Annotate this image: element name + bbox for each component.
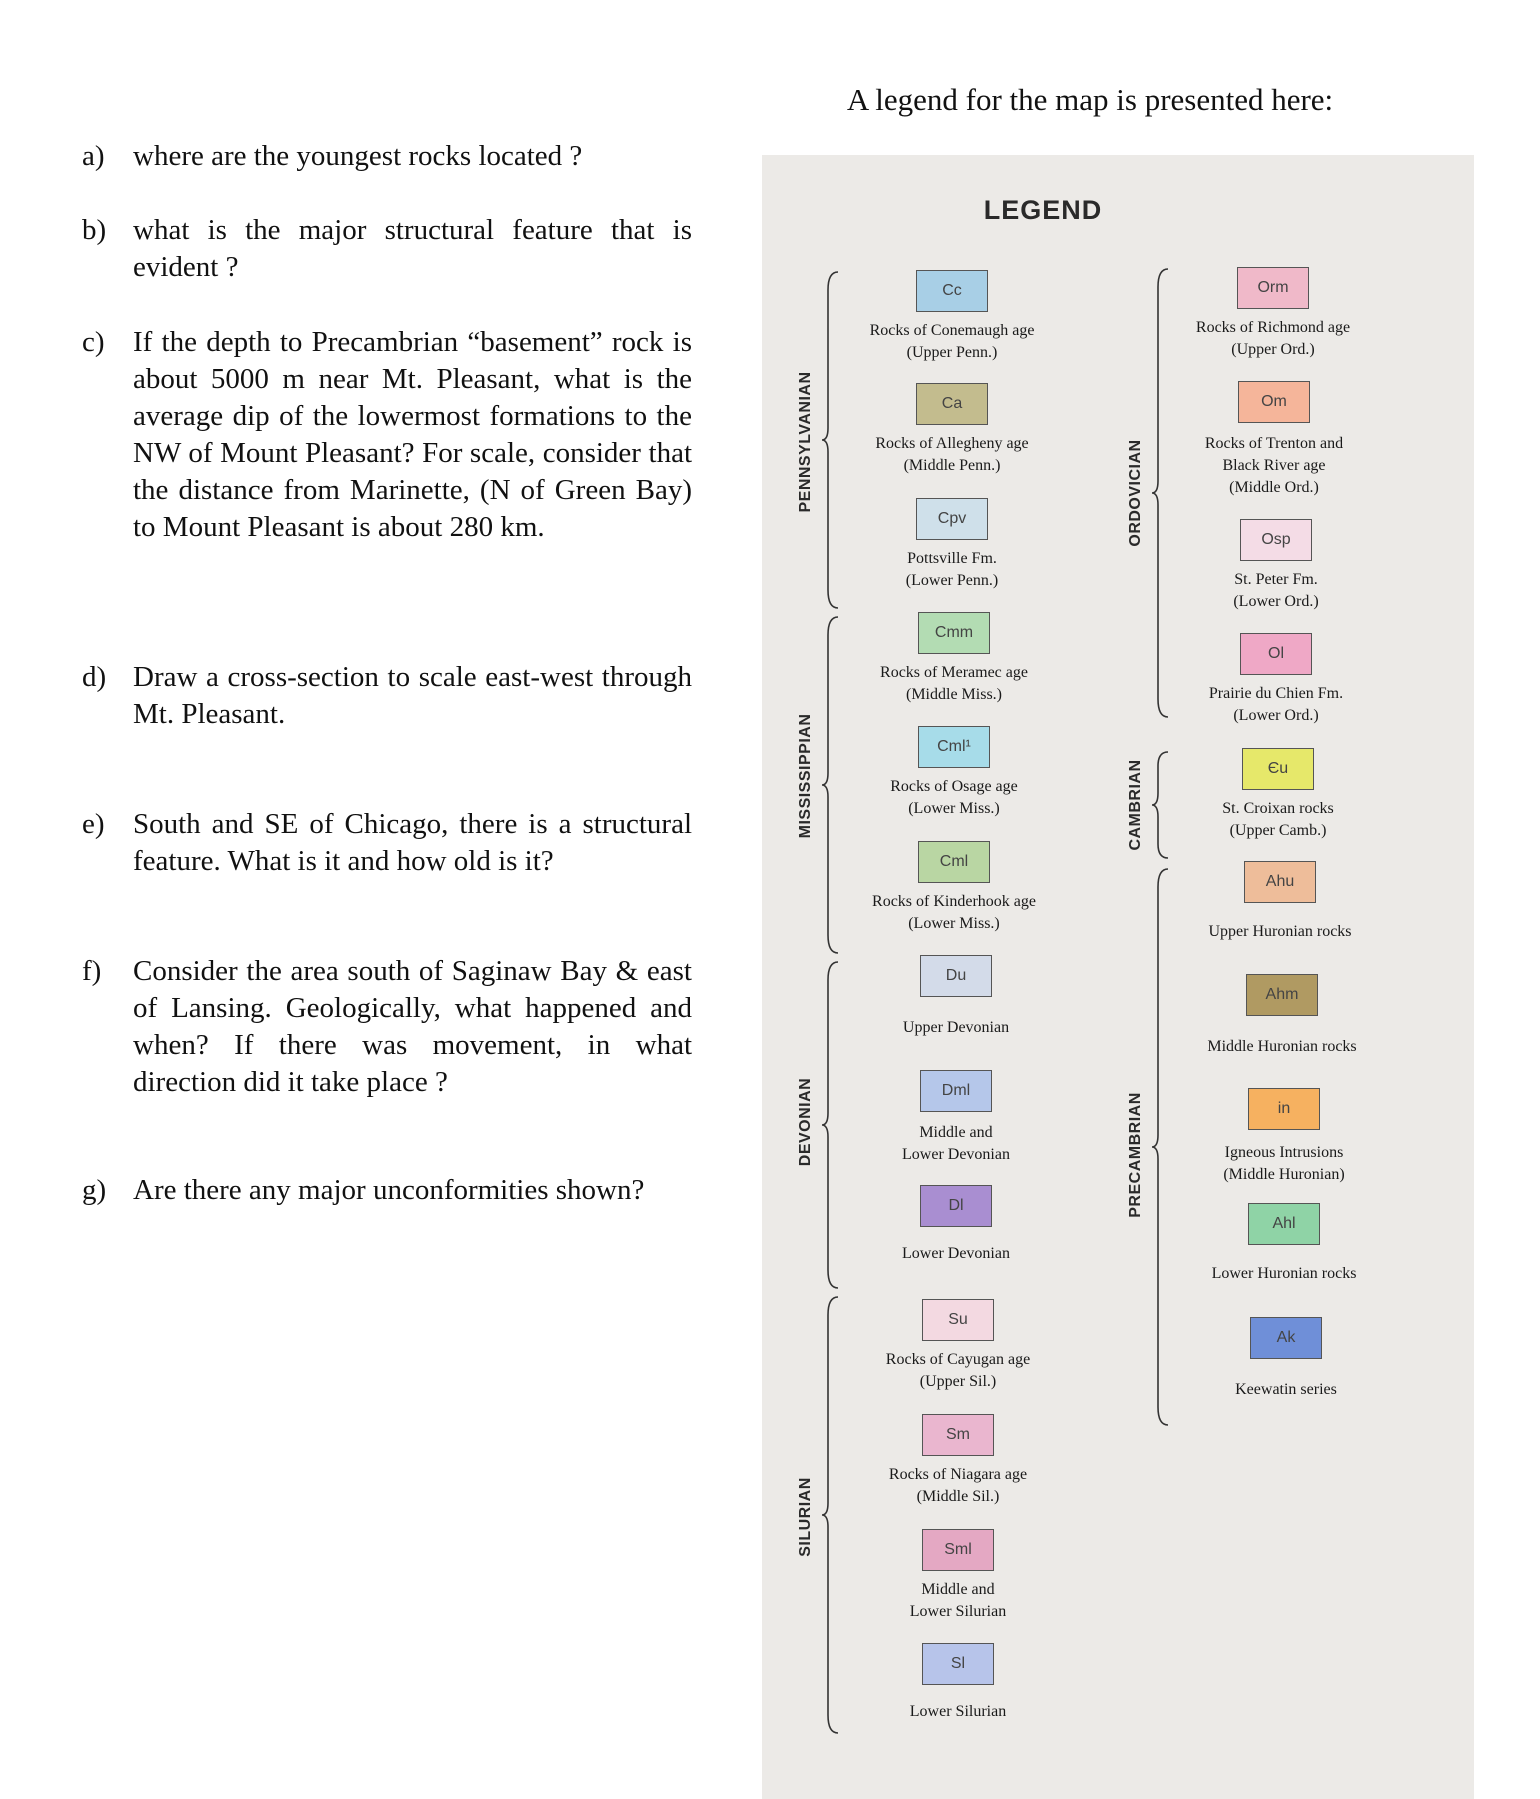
unit-code: Osp <box>1261 531 1291 548</box>
period-label-devonian: DEVONIAN <box>797 1077 814 1167</box>
unit-code: Ahl <box>1272 1215 1296 1232</box>
unit-code: Cml <box>939 853 969 870</box>
question-text: If the depth to Precambrian “basement” rock is about 5000 m near Mt. Pleasant, what is the average dip of the lowermost formations to the NW of Mount Pleasant? For scale, consider that the distance from Marinette, (N of Green Bay) to Mount Pleasant is about 280 km. <box>133 326 692 543</box>
unit-code: Sm <box>946 1426 970 1443</box>
unit-code: Dml <box>941 1082 971 1099</box>
period-label-silurian: SILURIAN <box>797 1477 814 1557</box>
unit-swatch <box>918 612 990 654</box>
legend-panel <box>762 155 1474 1799</box>
unit-swatch <box>1242 748 1314 790</box>
unit-swatch <box>916 498 988 540</box>
unit-code: Sml <box>944 1541 972 1558</box>
period-label-pennsylvanian: PENNSYLVANIAN <box>797 371 814 513</box>
question-text: where are the youngest rocks located ? <box>133 140 583 172</box>
unit-swatch <box>916 270 988 312</box>
unit-code: Dl <box>948 1197 964 1214</box>
unit-code: Cmm <box>934 624 974 641</box>
unit-swatch <box>1240 633 1312 675</box>
unit-code: Ca <box>941 395 963 412</box>
question-text: what is the major structural feature that is evident ? <box>133 214 692 283</box>
unit-label: St. Peter Fm. (Lower Ord.) <box>1233 571 1319 610</box>
unit-swatch <box>918 841 990 883</box>
unit-label: Rocks of Kinderhook age (Lower Miss.) <box>872 893 1036 932</box>
question-letter: c) <box>82 326 105 358</box>
unit-label: Middle Huronian rocks <box>1207 1038 1357 1055</box>
unit-code: Cpv <box>937 510 967 527</box>
unit-label: Lower Silurian <box>909 1703 1007 1720</box>
unit-code: Om <box>1261 393 1287 410</box>
unit-code: Cml¹ <box>937 738 971 755</box>
unit-swatch <box>922 1529 994 1571</box>
unit-swatch <box>922 1299 994 1341</box>
unit-code: Su <box>948 1311 968 1328</box>
unit-label: Rocks of Conemaugh age (Upper Penn.) <box>869 322 1035 361</box>
unit-code: Du <box>945 967 967 984</box>
question-letter: b) <box>82 214 107 246</box>
unit-code: Ahu <box>1265 873 1295 890</box>
question-text: South and SE of Chicago, there is a structural feature. What is it and how old is it? <box>133 808 692 877</box>
unit-swatch <box>1240 519 1312 561</box>
unit-swatch <box>918 726 990 768</box>
unit-swatch <box>1238 381 1310 423</box>
unit-label: Rocks of Niagara age (Middle Sil.) <box>888 1466 1028 1505</box>
unit-label: Lower Devonian <box>902 1245 1010 1262</box>
unit-swatch <box>1248 1203 1320 1245</box>
unit-swatch <box>920 1070 992 1112</box>
question-text: Are there any major unconformities shown? <box>133 1174 645 1206</box>
unit-label: Prairie du Chien Fm. (Lower Ord.) <box>1208 685 1344 724</box>
unit-code: Єu <box>1267 760 1289 777</box>
unit-label: Middle and Lower Devonian <box>902 1124 1010 1163</box>
question-text: Consider the area south of Saginaw Bay & east of Lansing. Geologically, what happened and when? If there was movement, in what direction did it take place ? <box>133 955 692 1098</box>
unit-label: Rocks of Osage age (Lower Miss.) <box>890 778 1018 817</box>
question-letter: g) <box>82 1174 107 1206</box>
unit-label: Pottsville Fm. (Lower Penn.) <box>905 550 999 589</box>
legend-heading: A legend for the map is presented here: <box>846 82 1334 117</box>
unit-label: Upper Huronian rocks <box>1208 923 1352 940</box>
unit-swatch <box>1244 861 1316 903</box>
unit-code: Ahm <box>1265 986 1299 1003</box>
unit-label: Rocks of Cayugan age (Upper Sil.) <box>885 1351 1031 1390</box>
period-label-ordovician: ORDOVICIAN <box>1127 439 1144 547</box>
unit-code: Cc <box>942 282 962 299</box>
unit-swatch <box>1246 974 1318 1016</box>
unit-swatch <box>922 1643 994 1685</box>
question-letter: e) <box>82 808 105 840</box>
unit-label: Rocks of Allegheny age (Middle Penn.) <box>875 435 1029 474</box>
unit-label: Upper Devonian <box>902 1019 1010 1036</box>
unit-code: Ak <box>1276 1329 1296 1346</box>
unit-code: Ol <box>1268 645 1284 662</box>
period-label-cambrian: CAMBRIAN <box>1127 759 1144 851</box>
unit-swatch <box>920 1185 992 1227</box>
unit-code: in <box>1277 1100 1291 1117</box>
unit-label: Lower Huronian rocks <box>1211 1265 1357 1282</box>
period-label-precambrian: PRECAMBRIAN <box>1127 1092 1144 1218</box>
unit-label: Rocks of Trenton and Black River age (Middle Ord.) <box>1204 435 1344 496</box>
unit-label: Middle and Lower Silurian <box>909 1581 1007 1620</box>
unit-swatch <box>920 955 992 997</box>
unit-label: Rocks of Meramec age (Middle Miss.) <box>880 664 1028 703</box>
period-label-mississippian: MISSISSIPPIAN <box>797 713 814 839</box>
question-letter: a) <box>82 140 105 172</box>
unit-swatch <box>922 1414 994 1456</box>
unit-label: St. Croixan rocks (Upper Camb.) <box>1222 800 1334 839</box>
unit-label: Keewatin series <box>1235 1381 1337 1398</box>
unit-label: Rocks of Richmond age (Upper Ord.) <box>1195 319 1351 358</box>
legend-title: LEGEND <box>983 195 1103 225</box>
unit-swatch <box>1237 267 1309 309</box>
unit-swatch <box>1248 1088 1320 1130</box>
question-text: Draw a cross-section to scale east-west through Mt. Pleasant. <box>133 661 692 730</box>
question-letter: f) <box>82 955 102 987</box>
unit-swatch <box>1250 1317 1322 1359</box>
question-letter: d) <box>82 661 107 693</box>
unit-swatch <box>916 383 988 425</box>
unit-code: Sl <box>950 1655 966 1672</box>
unit-code: Orm <box>1257 279 1289 296</box>
unit-label: Igneous Intrusions (Middle Huronian) <box>1223 1144 1345 1183</box>
